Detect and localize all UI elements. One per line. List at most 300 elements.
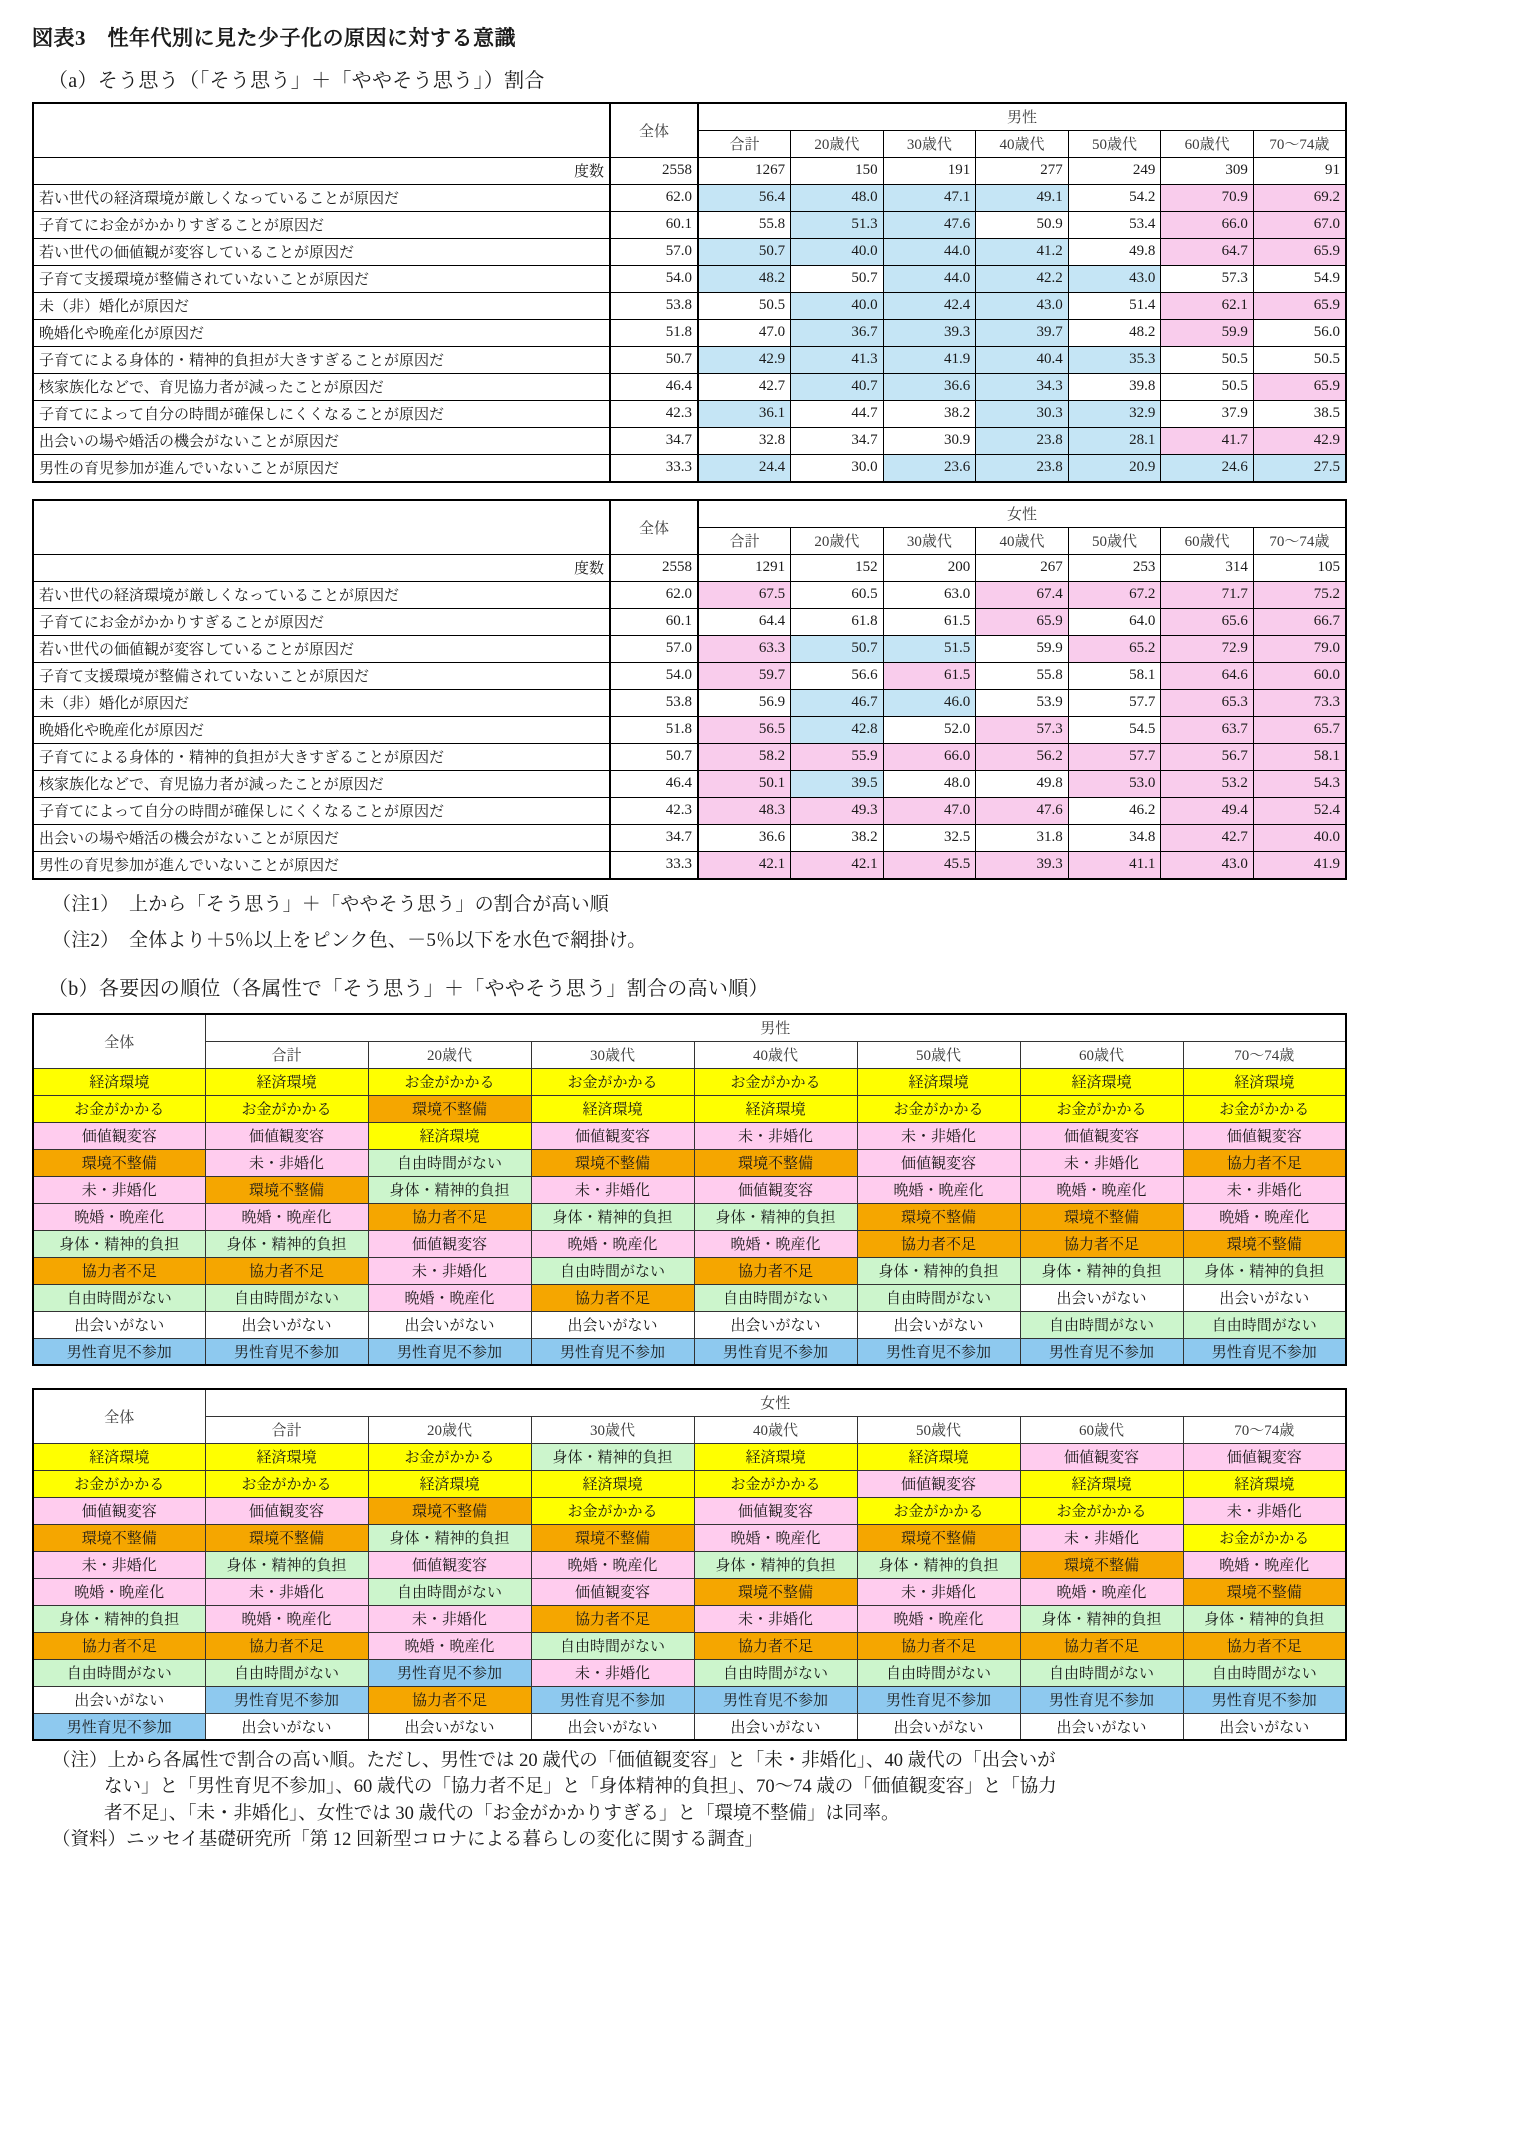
rank-cell: 未・非婚化 <box>205 1149 368 1176</box>
data-cell: 51.4 <box>1068 293 1161 320</box>
rank-cell-overall: 未・非婚化 <box>33 1176 205 1203</box>
data-cell: 46.0 <box>883 690 976 717</box>
rank-cell: 出会いがない <box>694 1311 857 1338</box>
data-cell: 44.7 <box>791 401 884 428</box>
overall-value: 62.0 <box>610 185 698 212</box>
data-cell: 30.9 <box>883 428 976 455</box>
data-cell: 32.8 <box>698 428 791 455</box>
rank-cell-overall: 未・非婚化 <box>33 1551 205 1578</box>
rank-cell: 価値観変容 <box>368 1551 531 1578</box>
rank-cell: 出会いがない <box>1183 1713 1346 1740</box>
data-cell: 51.5 <box>883 636 976 663</box>
section-b-title: （b）各要因の順位（各属性で「そう思う」＋「ややそう思う」割合の高い順） <box>48 978 769 1000</box>
data-cell: 40.0 <box>791 239 884 266</box>
rank-cell: 男性育児不参加 <box>694 1338 857 1365</box>
overall-value: 33.3 <box>610 455 698 483</box>
data-cell: 50.7 <box>791 636 884 663</box>
data-cell: 65.9 <box>1253 293 1346 320</box>
data-cell: 34.8 <box>1068 825 1161 852</box>
data-cell: 44.0 <box>883 239 976 266</box>
data-cell: 23.8 <box>976 428 1069 455</box>
rank-cell-overall: 経済環境 <box>33 1443 205 1470</box>
footnote-line-3: 者不足」、「未・非婚化」、女性では 30 歳代の「お金がかかりすぎる」と「環境不整備」は同率。 <box>104 1803 900 1824</box>
rank-cell: 環境不整備 <box>531 1149 694 1176</box>
rank-cell: 価値観変容 <box>1020 1443 1183 1470</box>
rank-cell: 晩婚・晩産化 <box>1020 1176 1183 1203</box>
figure-title: 図表3 性年代別に見た少子化の原因に対する意識 <box>32 26 516 50</box>
rank-header-age-4: 50歳代 <box>857 1041 1020 1068</box>
data-cell: 75.2 <box>1253 582 1346 609</box>
frequency-value: 91 <box>1253 158 1346 185</box>
overall-value: 54.0 <box>610 266 698 293</box>
source-line: （資料）ニッセイ基礎研究所「第 12 回新型コロナによる暮らしの変化に関する調査」 <box>52 1829 763 1850</box>
rank-cell: 晩婚・晩産化 <box>857 1605 1020 1632</box>
rank-cell: 価値観変容 <box>694 1176 857 1203</box>
overall-value: 57.0 <box>610 636 698 663</box>
row-label: 核家族化などで、育児協力者が減ったことが原因だ <box>33 771 610 798</box>
data-cell: 34.7 <box>791 428 884 455</box>
rank-header-age-6: 70〜74歳 <box>1183 1041 1346 1068</box>
rank-cell: 経済環境 <box>1183 1470 1346 1497</box>
frequency-label: 度数 <box>33 158 610 185</box>
rank-cell: 経済環境 <box>694 1095 857 1122</box>
rank-cell: 出会いがない <box>857 1311 1020 1338</box>
rank-cell: 身体・精神的負担 <box>694 1203 857 1230</box>
overall-value: 34.7 <box>610 428 698 455</box>
header-age-4: 50歳代 <box>1068 528 1161 555</box>
data-cell: 34.3 <box>976 374 1069 401</box>
header-group-female: 女性 <box>698 500 1346 528</box>
data-cell: 36.1 <box>698 401 791 428</box>
data-cell: 63.3 <box>698 636 791 663</box>
frequency-value: 253 <box>1068 555 1161 582</box>
rank-cell: 男性育児不参加 <box>857 1338 1020 1365</box>
data-cell: 47.6 <box>976 798 1069 825</box>
data-cell: 50.5 <box>1253 347 1346 374</box>
rank-cell: 未・非婚化 <box>368 1605 531 1632</box>
rank-cell: 未・非婚化 <box>857 1122 1020 1149</box>
overall-value: 62.0 <box>610 582 698 609</box>
data-cell: 64.7 <box>1161 239 1254 266</box>
data-cell: 40.0 <box>791 293 884 320</box>
rank-cell: 出会いがない <box>1020 1284 1183 1311</box>
row-label: 子育てにお金がかかりすぎることが原因だ <box>33 609 610 636</box>
data-cell: 48.3 <box>698 798 791 825</box>
rank-cell: 自由時間がない <box>368 1578 531 1605</box>
data-cell: 50.1 <box>698 771 791 798</box>
row-label: 子育て支援環境が整備されていないことが原因だ <box>33 663 610 690</box>
rank-cell: 協力者不足 <box>1183 1149 1346 1176</box>
data-cell: 42.8 <box>791 717 884 744</box>
rank-cell: 協力者不足 <box>694 1257 857 1284</box>
data-cell: 32.9 <box>1068 401 1161 428</box>
rank-cell: お金がかかる <box>694 1068 857 1095</box>
data-cell: 41.9 <box>1253 852 1346 880</box>
data-cell: 47.0 <box>883 798 976 825</box>
rank-cell: 環境不整備 <box>1020 1551 1183 1578</box>
rank-cell: 晩婚・晩産化 <box>531 1230 694 1257</box>
header-age-1: 20歳代 <box>791 131 884 158</box>
footnote-line-2: ない」と「男性育児不参加」、60 歳代の「協力者不足」と「身体精神的負担」、70〜74 歳の「価値観変容」と「協力 <box>104 1777 1057 1798</box>
data-cell: 24.6 <box>1161 455 1254 483</box>
rank-cell: お金がかかる <box>1020 1095 1183 1122</box>
data-cell: 65.3 <box>1161 690 1254 717</box>
data-cell: 38.2 <box>883 401 976 428</box>
rank-cell: 経済環境 <box>368 1122 531 1149</box>
row-label: 男性の育児参加が進んでいないことが原因だ <box>33 852 610 880</box>
row-label: 晩婚化や晩産化が原因だ <box>33 320 610 347</box>
rank-cell: 出会いがない <box>368 1311 531 1338</box>
rank-cell: 環境不整備 <box>694 1149 857 1176</box>
rank-cell: 協力者不足 <box>368 1203 531 1230</box>
data-cell: 53.4 <box>1068 212 1161 239</box>
frequency-value: 267 <box>976 555 1069 582</box>
rank-cell: 環境不整備 <box>531 1524 694 1551</box>
data-cell: 61.5 <box>883 609 976 636</box>
overall-value: 34.7 <box>610 825 698 852</box>
data-cell: 61.8 <box>791 609 884 636</box>
data-cell: 30.0 <box>791 455 884 483</box>
rank-cell-overall: 出会いがない <box>33 1686 205 1713</box>
frequency-value: 191 <box>883 158 976 185</box>
rank-cell: 出会いがない <box>694 1713 857 1740</box>
data-cell: 43.0 <box>1068 266 1161 293</box>
header-age-5: 60歳代 <box>1161 131 1254 158</box>
overall-value: 33.3 <box>610 852 698 880</box>
data-cell: 52.4 <box>1253 798 1346 825</box>
frequency-value: 314 <box>1161 555 1254 582</box>
overall-value: 46.4 <box>610 771 698 798</box>
header-group-male: 男性 <box>698 103 1346 131</box>
rank-cell: 男性育児不参加 <box>1020 1686 1183 1713</box>
row-label: 晩婚化や晩産化が原因だ <box>33 717 610 744</box>
rank-cell: 晩婚・晩産化 <box>857 1176 1020 1203</box>
header-age-2: 30歳代 <box>883 528 976 555</box>
frequency-value: 1291 <box>698 555 791 582</box>
data-cell: 65.9 <box>976 609 1069 636</box>
data-cell: 60.0 <box>1253 663 1346 690</box>
rank-cell: 協力者不足 <box>368 1686 531 1713</box>
data-cell: 72.9 <box>1161 636 1254 663</box>
data-cell: 42.7 <box>1161 825 1254 852</box>
rank-cell: 経済環境 <box>694 1443 857 1470</box>
data-cell: 54.5 <box>1068 717 1161 744</box>
data-cell: 40.0 <box>1253 825 1346 852</box>
frequency-value: 309 <box>1161 158 1254 185</box>
data-cell: 40.7 <box>791 374 884 401</box>
rank-cell: 環境不整備 <box>205 1176 368 1203</box>
data-cell: 49.3 <box>791 798 884 825</box>
header-age-5: 60歳代 <box>1161 528 1254 555</box>
data-cell: 57.7 <box>1068 690 1161 717</box>
rank-cell: お金がかかる <box>531 1497 694 1524</box>
rank-cell: 晩婚・晩産化 <box>1020 1578 1183 1605</box>
data-cell: 49.1 <box>976 185 1069 212</box>
data-cell: 41.1 <box>1068 852 1161 880</box>
data-cell: 70.9 <box>1161 185 1254 212</box>
rank-cell: 協力者不足 <box>205 1257 368 1284</box>
row-label: 出会いの場や婚活の機会がないことが原因だ <box>33 825 610 852</box>
data-cell: 55.8 <box>976 663 1069 690</box>
overall-value: 53.8 <box>610 293 698 320</box>
rank-cell-overall: 環境不整備 <box>33 1149 205 1176</box>
data-cell: 44.0 <box>883 266 976 293</box>
rank-cell: 未・非婚化 <box>857 1578 1020 1605</box>
data-cell: 32.5 <box>883 825 976 852</box>
frequency-value: 105 <box>1253 555 1346 582</box>
data-cell: 27.5 <box>1253 455 1346 483</box>
row-label: 男性の育児参加が進んでいないことが原因だ <box>33 455 610 483</box>
data-cell: 59.9 <box>976 636 1069 663</box>
data-cell: 56.2 <box>976 744 1069 771</box>
rank-cell: 環境不整備 <box>857 1524 1020 1551</box>
data-cell: 31.8 <box>976 825 1069 852</box>
data-cell: 56.7 <box>1161 744 1254 771</box>
rank-header-age-0: 合計 <box>205 1041 368 1068</box>
data-cell: 41.7 <box>1161 428 1254 455</box>
rank-cell: 自由時間がない <box>857 1659 1020 1686</box>
data-cell: 42.7 <box>698 374 791 401</box>
overall-value: 46.4 <box>610 374 698 401</box>
rank-cell: 自由時間がない <box>205 1659 368 1686</box>
rank-cell: 協力者不足 <box>857 1230 1020 1257</box>
rank-cell: 男性育児不参加 <box>531 1338 694 1365</box>
data-cell: 37.9 <box>1161 401 1254 428</box>
rank-cell: 身体・精神的負担 <box>1183 1257 1346 1284</box>
rank-cell: 身体・精神的負担 <box>857 1257 1020 1284</box>
rank-cell: 自由時間がない <box>1020 1311 1183 1338</box>
data-cell: 42.1 <box>791 852 884 880</box>
rank-cell: 未・非婚化 <box>368 1257 531 1284</box>
rank-cell: 経済環境 <box>531 1470 694 1497</box>
data-cell: 40.4 <box>976 347 1069 374</box>
rank-cell: 協力者不足 <box>1020 1230 1183 1257</box>
rank-cell: 経済環境 <box>205 1068 368 1095</box>
rank-cell: 男性育児不参加 <box>1183 1686 1346 1713</box>
rank-cell: 男性育児不参加 <box>1020 1338 1183 1365</box>
data-cell: 67.0 <box>1253 212 1346 239</box>
frequency-value: 150 <box>791 158 884 185</box>
data-cell: 53.0 <box>1068 771 1161 798</box>
rank-cell-overall: 価値観変容 <box>33 1122 205 1149</box>
frequency-value: 2558 <box>610 555 698 582</box>
rank-cell: 出会いがない <box>205 1311 368 1338</box>
data-cell: 28.1 <box>1068 428 1161 455</box>
rank-cell: 男性育児不参加 <box>1183 1338 1346 1365</box>
rank-cell: 身体・精神的負担 <box>205 1551 368 1578</box>
rank-cell-overall: 晩婚・晩産化 <box>33 1578 205 1605</box>
rank-cell: 身体・精神的負担 <box>531 1203 694 1230</box>
data-cell: 43.0 <box>1161 852 1254 880</box>
data-cell: 64.4 <box>698 609 791 636</box>
rank-cell: お金がかかる <box>857 1095 1020 1122</box>
header-zentai: 全体 <box>610 500 698 555</box>
male-rank-table <box>32 1013 1347 1366</box>
rank-cell-overall: 男性育児不参加 <box>33 1713 205 1740</box>
row-label: 子育てによって自分の時間が確保しにくくなることが原因だ <box>33 798 610 825</box>
data-cell: 41.3 <box>791 347 884 374</box>
data-cell: 48.0 <box>791 185 884 212</box>
rank-cell: 身体・精神的負担 <box>857 1551 1020 1578</box>
data-cell: 46.2 <box>1068 798 1161 825</box>
data-cell: 57.3 <box>1161 266 1254 293</box>
rank-cell: 価値観変容 <box>368 1230 531 1257</box>
data-cell: 58.1 <box>1253 744 1346 771</box>
rank-cell-overall: 身体・精神的負担 <box>33 1230 205 1257</box>
data-cell: 20.9 <box>1068 455 1161 483</box>
rank-cell: 未・非婚化 <box>531 1659 694 1686</box>
rank-cell: 晩婚・晩産化 <box>1183 1203 1346 1230</box>
rank-cell: 晩婚・晩産化 <box>1183 1551 1346 1578</box>
rank-cell-overall: お金がかかる <box>33 1095 205 1122</box>
bottom-notes <box>52 1748 1494 1853</box>
data-cell: 60.5 <box>791 582 884 609</box>
data-cell: 50.9 <box>976 212 1069 239</box>
frequency-value: 249 <box>1068 158 1161 185</box>
rank-cell: 身体・精神的負担 <box>1020 1257 1183 1284</box>
data-cell: 66.7 <box>1253 609 1346 636</box>
data-cell: 67.5 <box>698 582 791 609</box>
rank-cell-overall: 協力者不足 <box>33 1632 205 1659</box>
data-cell: 57.3 <box>976 717 1069 744</box>
rank-header-age-1: 20歳代 <box>368 1041 531 1068</box>
rank-cell: 出会いがない <box>531 1713 694 1740</box>
data-cell: 43.0 <box>976 293 1069 320</box>
rank-cell: 男性育児不参加 <box>857 1686 1020 1713</box>
rank-cell: 未・非婚化 <box>1183 1176 1346 1203</box>
data-cell: 46.7 <box>791 690 884 717</box>
row-label: 子育てによる身体的・精神的負担が大きすぎることが原因だ <box>33 347 610 374</box>
data-cell: 54.9 <box>1253 266 1346 293</box>
data-cell: 61.5 <box>883 663 976 690</box>
rank-cell: 環境不整備 <box>1183 1230 1346 1257</box>
data-cell: 36.6 <box>883 374 976 401</box>
data-cell: 63.7 <box>1161 717 1254 744</box>
rank-cell: お金がかかる <box>857 1497 1020 1524</box>
rank-cell: 身体・精神的負担 <box>205 1230 368 1257</box>
overall-value: 60.1 <box>610 609 698 636</box>
rank-cell: 経済環境 <box>1020 1470 1183 1497</box>
data-cell: 64.6 <box>1161 663 1254 690</box>
rank-cell: 自由時間がない <box>1183 1311 1346 1338</box>
data-cell: 49.4 <box>1161 798 1254 825</box>
rank-cell: 価値観変容 <box>1183 1122 1346 1149</box>
rank-cell: 協力者不足 <box>1020 1632 1183 1659</box>
rank-cell: 男性育児不参加 <box>205 1338 368 1365</box>
rank-cell: 男性育児不参加 <box>205 1686 368 1713</box>
rank-cell: 男性育児不参加 <box>368 1338 531 1365</box>
row-label: 子育てによる身体的・精神的負担が大きすぎることが原因だ <box>33 744 610 771</box>
rank-cell: 男性育児不参加 <box>694 1686 857 1713</box>
rank-cell: 未・非婚化 <box>694 1605 857 1632</box>
rank-cell: 経済環境 <box>857 1443 1020 1470</box>
header-age-6: 70〜74歳 <box>1253 528 1346 555</box>
header-age-1: 20歳代 <box>791 528 884 555</box>
rank-cell: 価値観変容 <box>205 1122 368 1149</box>
rank-cell: 未・非婚化 <box>1020 1524 1183 1551</box>
data-cell: 59.7 <box>698 663 791 690</box>
row-label: 若い世代の経済環境が厳しくなっていることが原因だ <box>33 582 610 609</box>
rank-cell: 協力者不足 <box>205 1632 368 1659</box>
rank-cell: 自由時間がない <box>205 1284 368 1311</box>
rank-header-zentai: 全体 <box>33 1389 205 1443</box>
rank-cell: 身体・精神的負担 <box>1020 1605 1183 1632</box>
rank-cell: 出会いがない <box>1183 1284 1346 1311</box>
rank-cell: 環境不整備 <box>205 1524 368 1551</box>
data-cell: 54.3 <box>1253 771 1346 798</box>
rank-cell: 協力者不足 <box>531 1284 694 1311</box>
note-2: （注2） 全体より＋5％以上をピンク色、－5％以下を水色で網掛け。 <box>52 930 647 951</box>
rank-cell: 自由時間がない <box>531 1257 694 1284</box>
data-cell: 66.0 <box>1161 212 1254 239</box>
data-cell: 67.4 <box>976 582 1069 609</box>
rank-cell: お金がかかる <box>1183 1524 1346 1551</box>
rank-cell-overall: 晩婚・晩産化 <box>33 1203 205 1230</box>
rank-header-age-3: 40歳代 <box>694 1416 857 1443</box>
rank-cell: 経済環境 <box>1183 1068 1346 1095</box>
row-label: 子育て支援環境が整備されていないことが原因だ <box>33 266 610 293</box>
row-label: 未（非）婚化が原因だ <box>33 690 610 717</box>
data-cell: 50.5 <box>1161 347 1254 374</box>
rank-cell: 自由時間がない <box>694 1284 857 1311</box>
data-cell: 51.3 <box>791 212 884 239</box>
data-cell: 41.2 <box>976 239 1069 266</box>
data-cell: 73.3 <box>1253 690 1346 717</box>
rank-cell: 協力者不足 <box>1183 1632 1346 1659</box>
data-cell: 39.3 <box>976 852 1069 880</box>
data-cell: 39.5 <box>791 771 884 798</box>
rank-cell: 晩婚・晩産化 <box>205 1605 368 1632</box>
female-rank-table <box>32 1388 1347 1741</box>
rank-cell: 未・非婚化 <box>1183 1497 1346 1524</box>
rank-cell: 自由時間がない <box>1183 1659 1346 1686</box>
rank-header-zentai: 全体 <box>33 1014 205 1068</box>
rank-cell-overall: 自由時間がない <box>33 1284 205 1311</box>
rank-header-age-5: 60歳代 <box>1020 1041 1183 1068</box>
rank-cell-overall: 価値観変容 <box>33 1497 205 1524</box>
rank-cell: 出会いがない <box>857 1713 1020 1740</box>
rank-cell: 晩婚・晩産化 <box>368 1632 531 1659</box>
overall-value: 50.7 <box>610 347 698 374</box>
rank-cell: 価値観変容 <box>205 1497 368 1524</box>
data-cell: 56.6 <box>791 663 884 690</box>
rank-header-age-1: 20歳代 <box>368 1416 531 1443</box>
rank-cell: 環境不整備 <box>1183 1578 1346 1605</box>
rank-header-group-male: 男性 <box>205 1014 1346 1041</box>
data-cell: 39.3 <box>883 320 976 347</box>
row-label: 子育てにお金がかかりすぎることが原因だ <box>33 212 610 239</box>
rank-cell: 価値観変容 <box>857 1149 1020 1176</box>
frequency-value: 2558 <box>610 158 698 185</box>
rank-cell: 自由時間がない <box>1020 1659 1183 1686</box>
data-cell: 47.0 <box>698 320 791 347</box>
data-cell: 58.1 <box>1068 663 1161 690</box>
rank-cell: お金がかかる <box>1183 1095 1346 1122</box>
data-cell: 45.5 <box>883 852 976 880</box>
rank-cell-overall: 環境不整備 <box>33 1524 205 1551</box>
rank-cell: 協力者不足 <box>857 1632 1020 1659</box>
rank-cell: 身体・精神的負担 <box>368 1524 531 1551</box>
rank-cell: 価値観変容 <box>1020 1122 1183 1149</box>
data-cell: 56.4 <box>698 185 791 212</box>
rank-cell: 環境不整備 <box>857 1203 1020 1230</box>
rank-cell: 価値観変容 <box>694 1497 857 1524</box>
data-cell: 66.0 <box>883 744 976 771</box>
rank-cell: お金がかかる <box>205 1470 368 1497</box>
footnote-line-1: （注）上から各属性で割合の高い順。ただし、男性では 20 歳代の「価値観変容」と「未・非婚化」、40 歳代の「出会いが <box>52 1751 1056 1771</box>
data-cell: 49.8 <box>1068 239 1161 266</box>
male-percentage-table <box>32 102 1347 483</box>
